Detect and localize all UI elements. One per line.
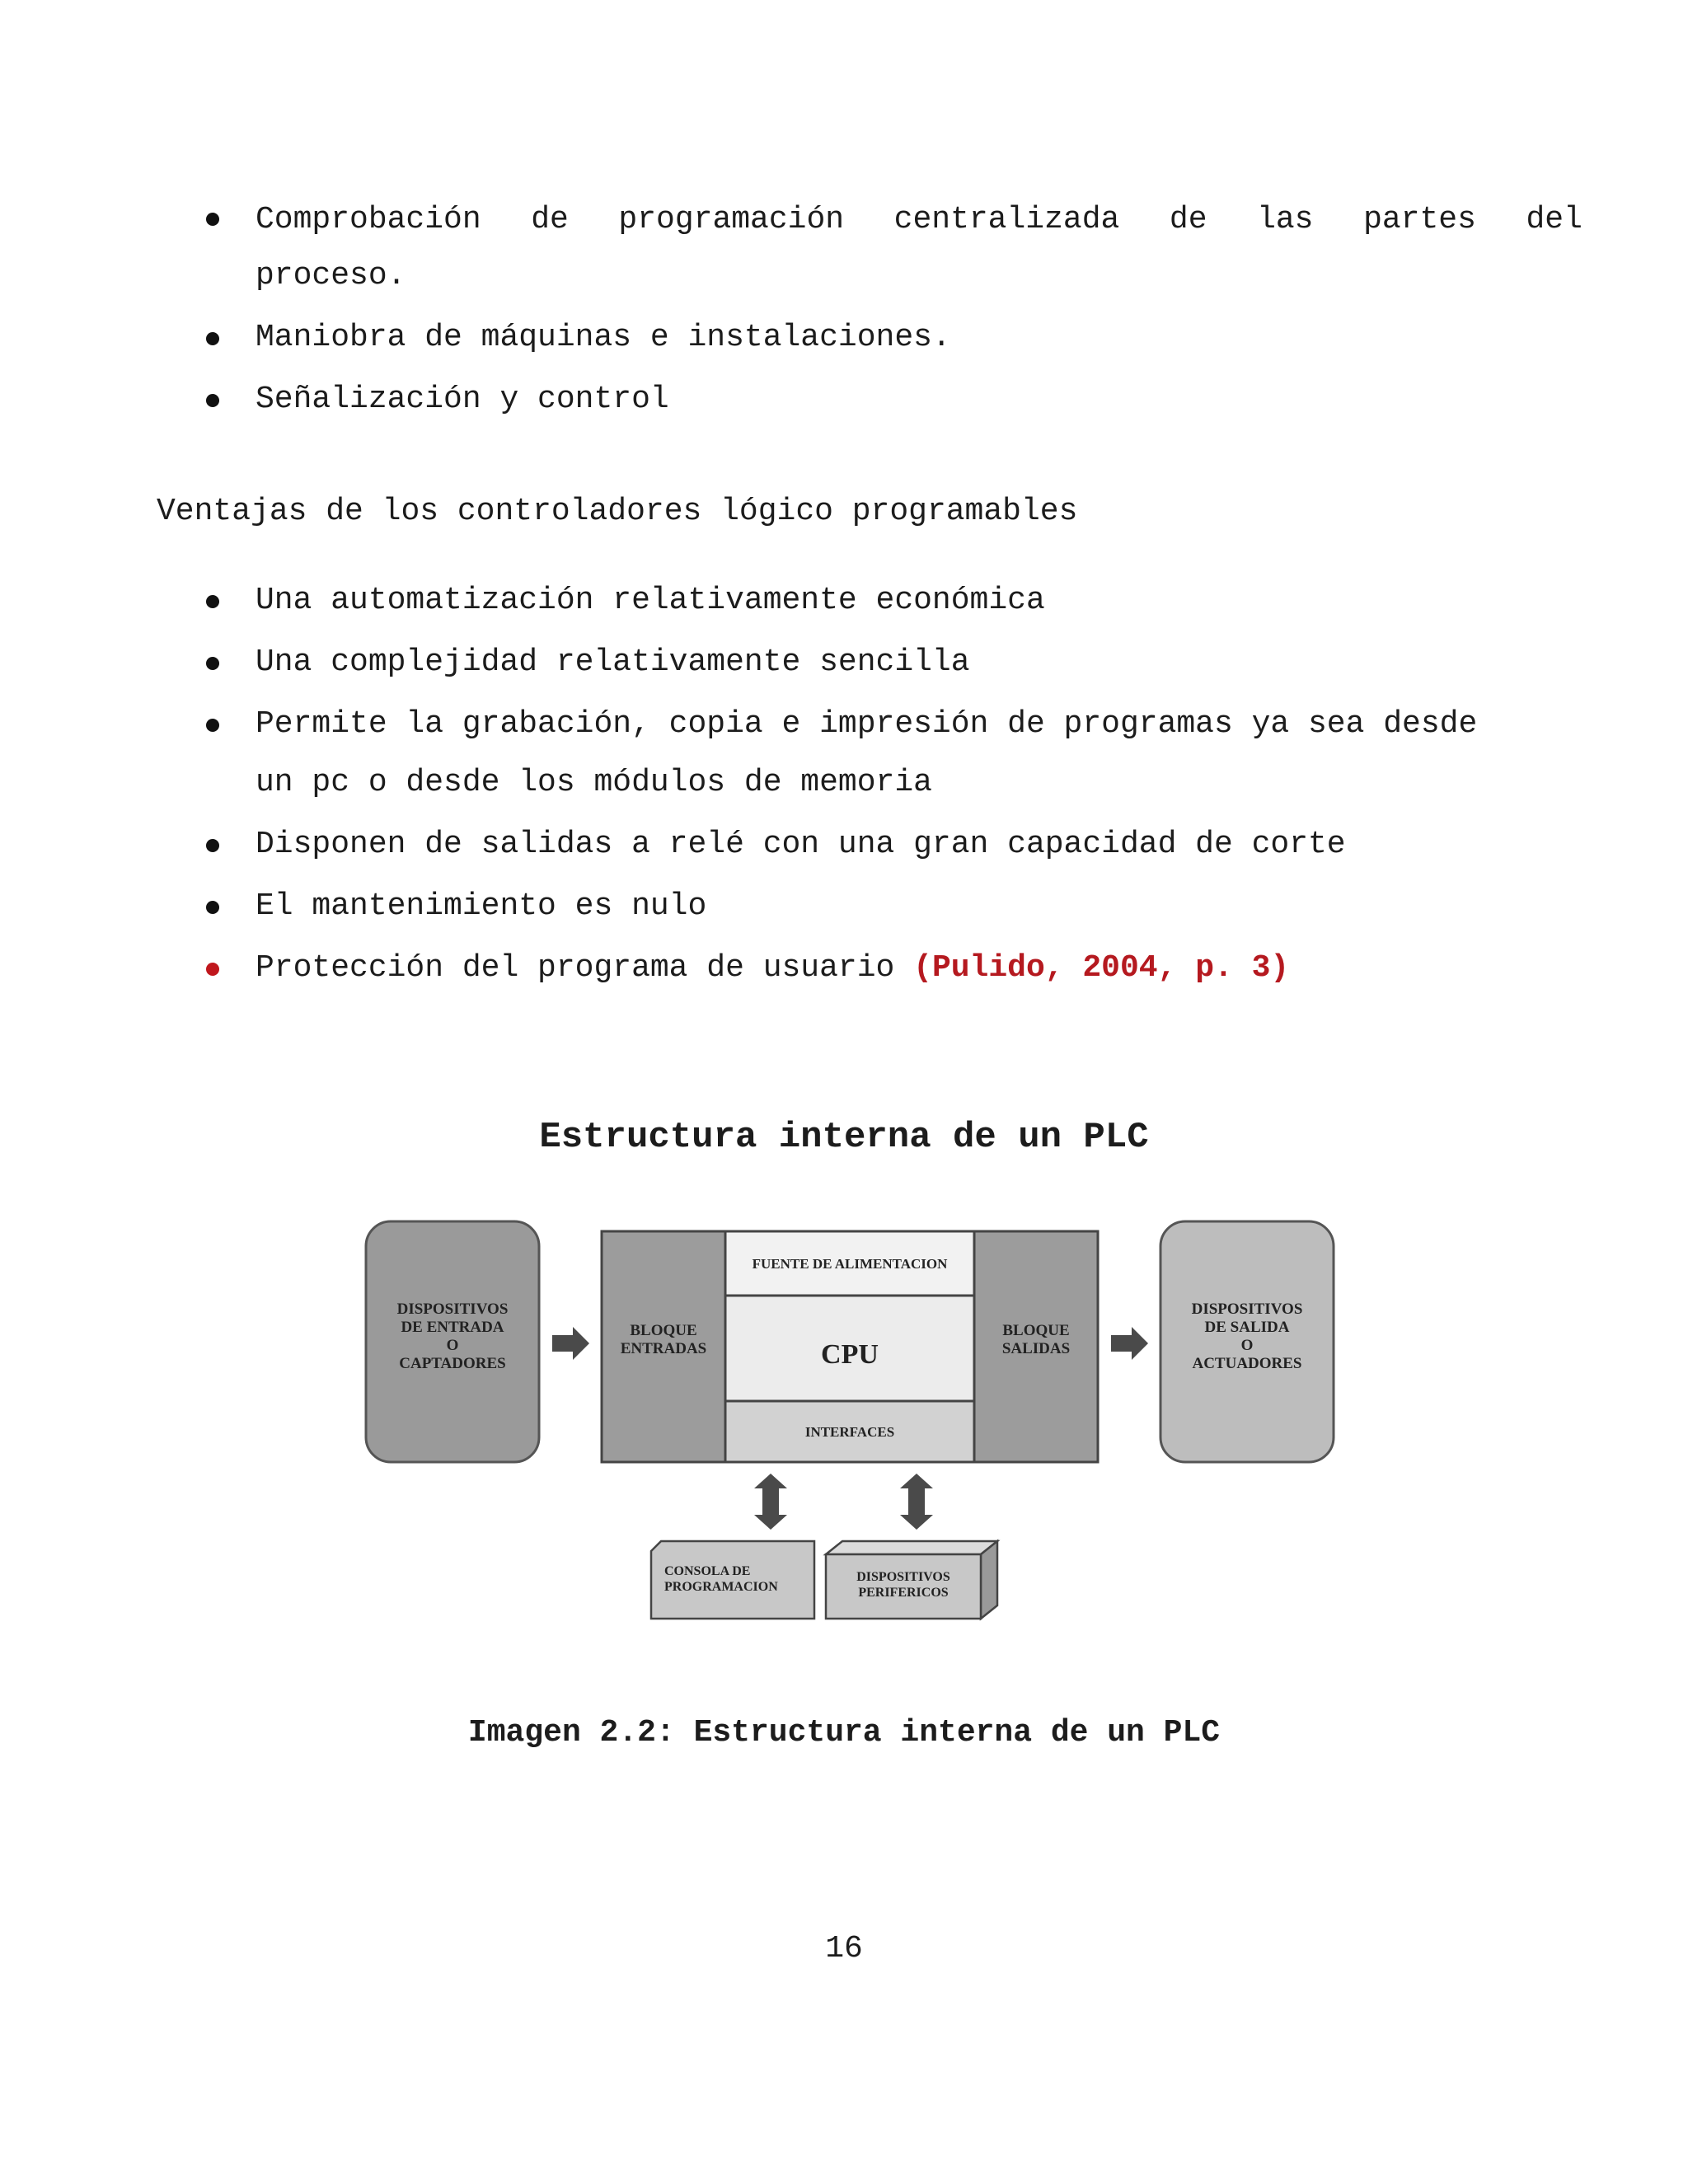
input-block-line: BLOQUE bbox=[630, 1322, 697, 1339]
figure-title: Estructura interna de un PLC bbox=[539, 1117, 1149, 1158]
bullet-dot bbox=[206, 213, 219, 226]
double-arrow-icon bbox=[754, 1474, 787, 1530]
bullet-dot bbox=[206, 901, 219, 914]
list-item: Señalización y control bbox=[256, 382, 669, 417]
bullet-dot bbox=[206, 839, 219, 852]
list-item-text: Protección del programa de usuario bbox=[256, 950, 914, 986]
list-item bbox=[256, 191, 1582, 249]
word: del bbox=[1526, 202, 1582, 237]
output-block-line: SALIDAS bbox=[1001, 1340, 1071, 1357]
peripheral-devices-box bbox=[826, 1541, 997, 1619]
input-devices-line: DE ENTRADA bbox=[401, 1319, 504, 1336]
plc-diagram bbox=[354, 1212, 1343, 1624]
power-supply-label: FUENTE DE ALIMENTACION bbox=[752, 1256, 948, 1272]
list-item: Maniobra de máquinas e instalaciones. bbox=[256, 320, 951, 355]
section-heading: Ventajas de los controladores lógico programables bbox=[157, 494, 1078, 529]
list-item: El mantenimiento es nulo bbox=[256, 888, 707, 924]
citation: (Pulido, 2004, p. 3) bbox=[913, 950, 1290, 986]
word: de bbox=[1169, 202, 1207, 237]
word: centralizada bbox=[893, 202, 1120, 237]
plc-block bbox=[602, 1231, 1098, 1462]
output-block-line: BLOQUE bbox=[1002, 1322, 1070, 1339]
bullet-dot bbox=[206, 719, 219, 732]
list-item: Permite la grabación, copia e impresión de programas ya sea desde bbox=[256, 706, 1478, 742]
list-item bbox=[256, 948, 1289, 989]
figure-caption: Imagen 2.2: Estructura interna de un PLC bbox=[467, 1715, 1221, 1750]
peripherals-line: DISPOSITIVOS bbox=[856, 1570, 950, 1584]
word: partes bbox=[1363, 202, 1476, 237]
list-item: Una complejidad relativamente sencilla bbox=[256, 644, 970, 680]
input-block-line: ENTRADAS bbox=[620, 1340, 707, 1357]
double-arrow-icon bbox=[900, 1474, 933, 1530]
bullet-dot bbox=[206, 657, 219, 670]
cpu-label: CPU bbox=[821, 1339, 879, 1370]
peripherals-line: PERIFERICOS bbox=[858, 1586, 949, 1600]
arrow-right-icon bbox=[552, 1327, 589, 1360]
output-devices-box bbox=[1160, 1221, 1334, 1462]
list-item-continuation: un pc o desde los módulos de memoria bbox=[256, 765, 932, 800]
console-line: PROGRAMACION bbox=[664, 1580, 778, 1594]
justified-line bbox=[256, 191, 1582, 249]
word: de bbox=[531, 202, 569, 237]
input-devices-box bbox=[366, 1221, 539, 1462]
page-number: 16 bbox=[825, 1931, 863, 1966]
list-item: Una automatización relativamente económica bbox=[256, 583, 1045, 618]
output-devices-line: DISPOSITIVOS bbox=[1191, 1301, 1303, 1318]
input-devices-line: DISPOSITIVOS bbox=[396, 1301, 509, 1318]
word: las bbox=[1257, 202, 1314, 237]
arrow-right-icon bbox=[1111, 1327, 1148, 1360]
interfaces-label: INTERFACES bbox=[804, 1424, 895, 1440]
bullet-dot bbox=[206, 963, 219, 976]
input-devices-line: O bbox=[446, 1337, 459, 1354]
output-devices-line: DE SALIDA bbox=[1204, 1319, 1290, 1336]
list-item-continuation: proceso. bbox=[256, 258, 406, 293]
console-line: CONSOLA DE bbox=[664, 1564, 751, 1578]
bullet-dot bbox=[206, 394, 219, 407]
bullet-dot bbox=[206, 332, 219, 345]
output-devices-line: O bbox=[1240, 1337, 1254, 1354]
word: Comprobación bbox=[256, 202, 481, 237]
programming-console-box bbox=[651, 1541, 814, 1619]
output-devices-line: ACTUADORES bbox=[1192, 1355, 1302, 1372]
word: programación bbox=[618, 202, 845, 237]
input-devices-line: CAPTADORES bbox=[399, 1355, 506, 1372]
list-item: Disponen de salidas a relé con una gran capacidad de corte bbox=[256, 827, 1346, 862]
bullet-dot bbox=[206, 595, 219, 608]
